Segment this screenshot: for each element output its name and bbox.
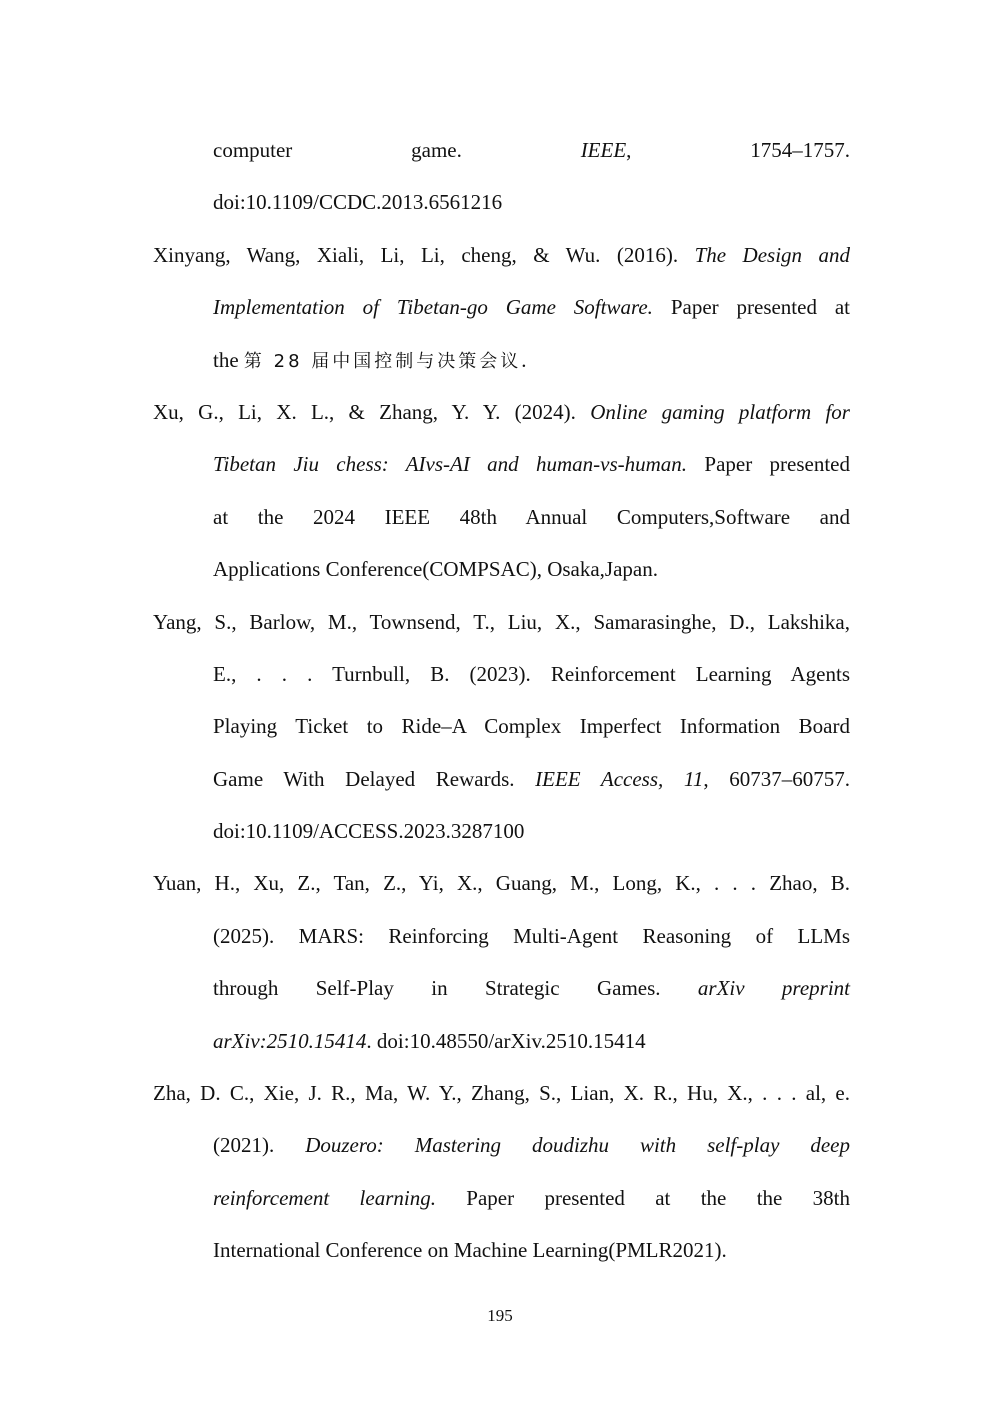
- reference-line: [213, 962, 850, 1014]
- reference-line: [213, 648, 850, 700]
- reference-line: [213, 176, 850, 228]
- reference-text: Xinyang, Wang, Xiali, Li, Li, cheng, & Wu. (2016).: [153, 242, 695, 267]
- reference-line: [213, 1015, 850, 1067]
- reference-line: [213, 281, 850, 333]
- reference-line: [213, 1172, 850, 1224]
- reference-line: [213, 753, 850, 805]
- reference-text: Zha, D. C., Xie, J. R., Ma, W. Y., Zhang, S., Lian, X. R., Hu, X., . . . al, e.: [153, 1081, 850, 1106]
- reference-text: (2021).: [213, 1133, 306, 1158]
- reference-line: [153, 1067, 850, 1119]
- italic-text: Douzero: Mastering doudizhu with self-play deep: [305, 1133, 850, 1158]
- reference-text: through Self-Play in Strategic Games.: [213, 976, 698, 1001]
- reference-entry: [153, 857, 850, 1067]
- italic-text: Tibetan Jiu chess: AIvs-AI and human-vs-human.: [213, 452, 688, 477]
- reference-line: [213, 805, 850, 857]
- reference-text: .: [521, 347, 527, 372]
- reference-text: doi:10.1109/ACCESS.2023.3287100: [213, 819, 525, 844]
- reference-text: Game With Delayed Rewards.: [213, 766, 536, 791]
- reference-entry: [153, 124, 850, 229]
- reference-line: [213, 1224, 850, 1276]
- reference-entry: [153, 386, 850, 596]
- reference-line: [153, 596, 850, 648]
- reference-text: doi:10.1109/CCDC.2013.6561216: [213, 190, 503, 215]
- reference-text: 第 28 届中国控制与决策会议: [243, 350, 522, 372]
- reference-text: Paper presented at the the 38th: [435, 1185, 851, 1210]
- italic-text: IEEE Access, 11: [535, 766, 704, 791]
- reference-text: (2025). MARS: Reinforcing Multi-Agent Reasoning of LLMs: [213, 923, 850, 948]
- reference-entry: [153, 596, 850, 858]
- reference-text: Paper presented at: [652, 295, 850, 320]
- reference-line: [213, 910, 850, 962]
- italic-text: Implementation of Tibetan-go Game Software.: [213, 295, 653, 320]
- reference-line: [213, 543, 850, 595]
- reference-line: [153, 229, 850, 281]
- reference-line: [153, 857, 850, 909]
- reference-text: , 60737–60757.: [703, 766, 850, 791]
- reference-text: Yuan, H., Xu, Z., Tan, Z., Yi, X., Guang, M., Long, K., . . . Zhao, B.: [153, 871, 850, 896]
- reference-line: [213, 491, 850, 543]
- reference-text: Applications Conference(COMPSAC), Osaka,Japan.: [213, 557, 658, 582]
- reference-text: Xu, G., Li, X. L., & Zhang, Y. Y. (2024).: [153, 399, 591, 424]
- reference-text: . doi:10.48550/arXiv.2510.15414: [366, 1028, 646, 1053]
- reference-line: [213, 700, 850, 752]
- reference-line: [213, 438, 850, 490]
- page-number: 195: [487, 1306, 513, 1325]
- italic-text: IEEE: [580, 138, 627, 162]
- reference-text: computer game.: [213, 138, 581, 162]
- reference-text: Yang, S., Barlow, M., Townsend, T., Liu, X., Samarasinghe, D., Lakshika,: [153, 609, 850, 634]
- reference-line: [213, 124, 850, 176]
- italic-text: Online gaming platform for: [590, 399, 850, 424]
- reference-entry: [153, 229, 850, 386]
- italic-text: reinforcement learning.: [213, 1185, 436, 1210]
- reference-line: [213, 334, 850, 386]
- reference-line: [213, 1119, 850, 1171]
- reference-text: the: [213, 347, 244, 372]
- italic-text: arXiv preprint: [697, 976, 850, 1001]
- reference-text: International Conference on Machine Learning(PMLR2021).: [213, 1238, 727, 1263]
- reference-text: E., . . . Turnbull, B. (2023). Reinforcement Learning Agents: [213, 661, 850, 686]
- reference-text: Paper presented: [687, 452, 850, 477]
- italic-text: The Design and: [694, 242, 851, 267]
- italic-text: arXiv:2510.15414: [213, 1028, 367, 1053]
- reference-text: Playing Ticket to Ride–A Complex Imperfect Information Board: [213, 714, 850, 739]
- reference-text: at the 2024 IEEE 48th Annual Computers,Software and: [213, 504, 850, 529]
- reference-text: , 1754–1757.: [626, 138, 850, 162]
- reference-line: [153, 386, 850, 438]
- reference-entry: [153, 1067, 850, 1277]
- reference-list: [153, 124, 850, 1277]
